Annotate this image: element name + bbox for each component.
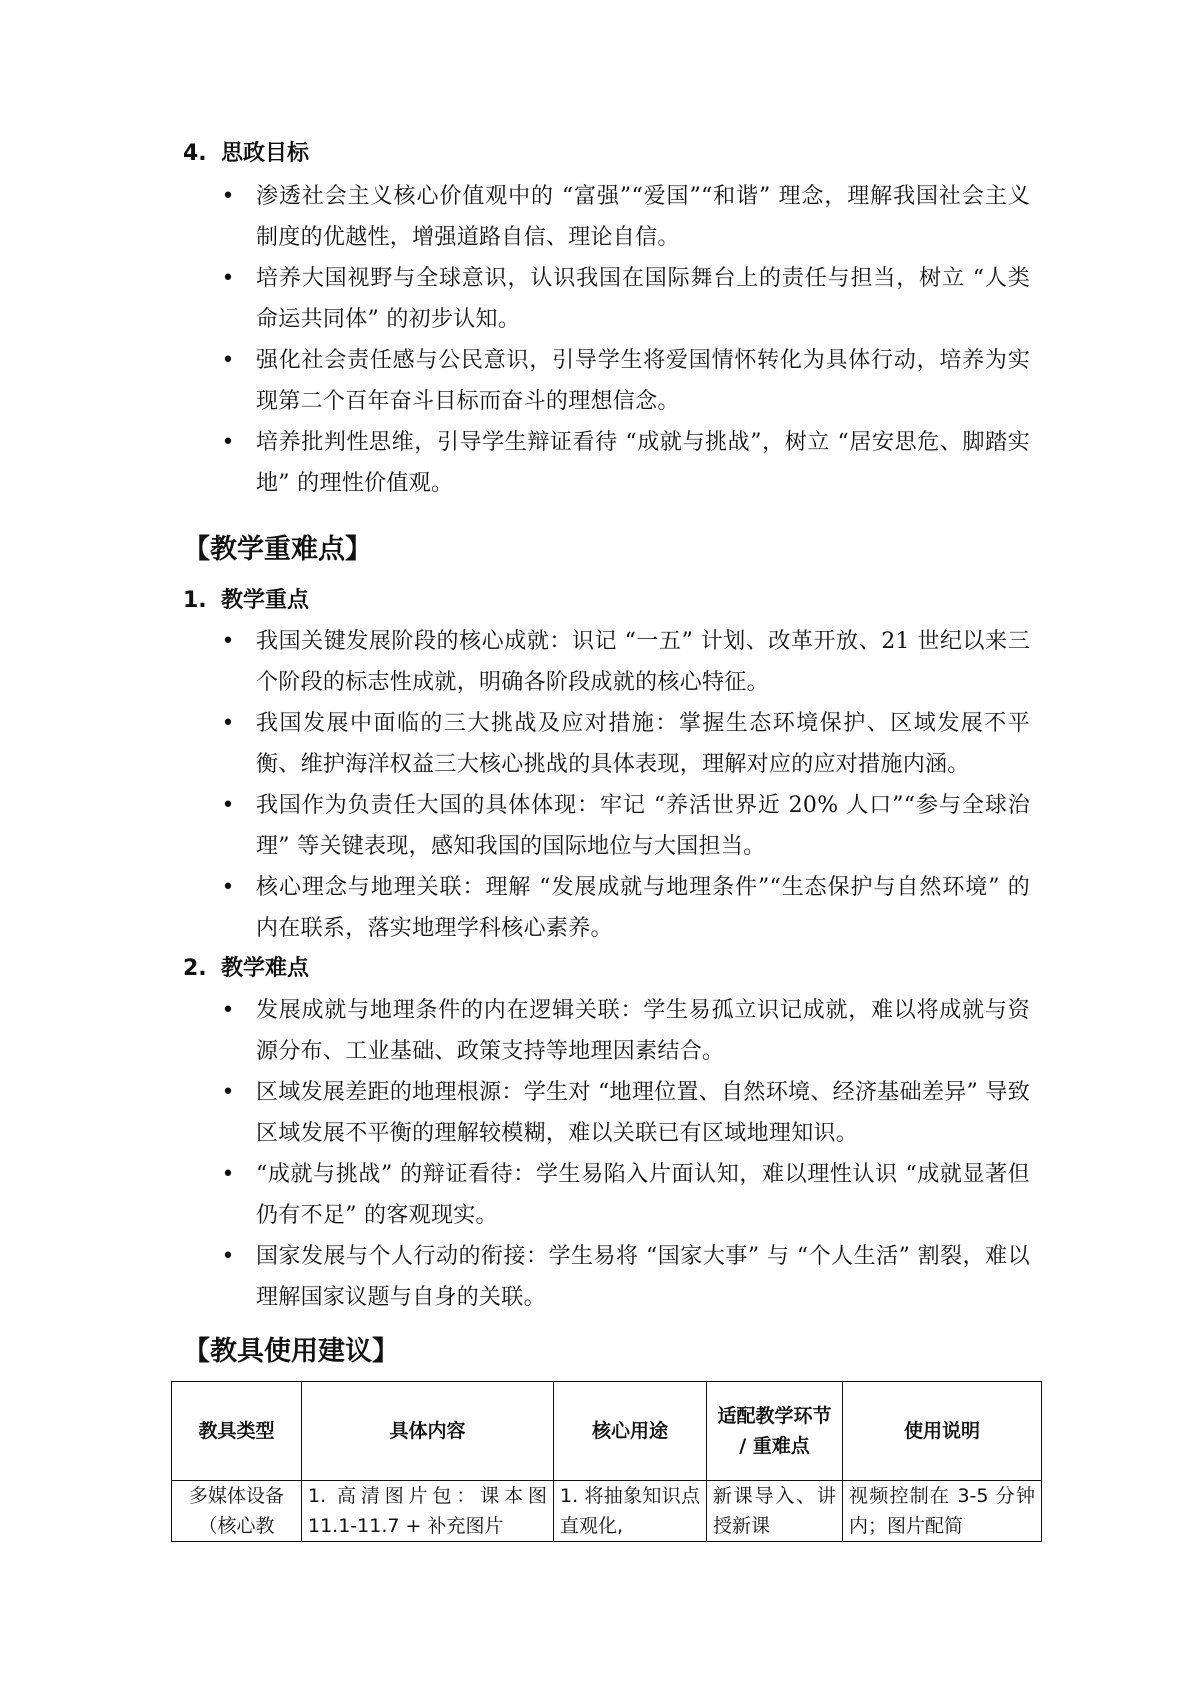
table-cell xyxy=(707,1481,843,1542)
difficult-point-text: 区域发展差距的地理根源：学生对 “地理位置、自然环境、经济基础差异” 导致区域发展不平衡的理解较模糊，难以关联已有区域地理知识。 xyxy=(256,1080,1030,1146)
cell-text: 多媒体设备（核心教 xyxy=(188,1485,284,1537)
ideology-title: 思政目标 xyxy=(221,141,310,166)
bullet-icon: • xyxy=(221,266,235,291)
key-points-title: 教学重点 xyxy=(221,588,310,613)
key-points-heading xyxy=(183,585,309,617)
bullet-icon: • xyxy=(221,711,235,736)
key-points-number: 1. xyxy=(183,588,207,613)
key-point-text: 我国发展中面临的三大挑战及应对措施：掌握生态环境保护、区域发展不平衡、维护海洋权益三大核心挑战的具体表现，理解对应的应对措施内涵。 xyxy=(256,711,1030,777)
bullet-icon: • xyxy=(221,348,235,373)
cell-text: 1. 将抽象知识点直观化, xyxy=(560,1485,700,1537)
bullet-icon: • xyxy=(221,1244,235,1269)
key-point-text: 我国作为负责任大国的具体体现：牢记 “养活世界近 20% 人口”“参与全球治理” 等关键表现，感知我国的国际地位与大国担当。 xyxy=(256,793,1030,859)
key-difficult-heading: 【教学重难点】 xyxy=(183,534,372,565)
bullet-icon: • xyxy=(221,629,235,654)
bullet-icon: • xyxy=(221,793,235,818)
bullet-icon: • xyxy=(221,875,235,900)
ideology-number: 4. xyxy=(183,141,207,166)
header-content: 具体内容 xyxy=(302,1382,554,1481)
bullet-icon: • xyxy=(221,430,235,455)
ideology-item-text: 渗透社会主义核心价值观中的 “富强”“爱国”“和谐” 理念，理解我国社会主义制度的优越性，增强道路自信、理论自信。 xyxy=(256,184,1030,250)
table-header-row xyxy=(172,1382,1042,1481)
ideology-item-text: 强化社会责任感与公民意识，引导学生将爱国情怀转化为具体行动，培养为实现第二个百年奋斗目标而奋斗的理想信念。 xyxy=(256,348,1030,414)
ideology-heading xyxy=(183,138,309,170)
difficult-points-heading xyxy=(183,953,309,985)
key-point-text: 核心理念与地理关联：理解 “发展成就与地理条件”“生态保护与自然环境” 的内在联系，落实地理学科核心素养。 xyxy=(256,875,1030,941)
difficult-point-text: 发展成就与地理条件的内在逻辑关联：学生易孤立识记成就，难以将成就与资源分布、工业基础、政策支持等地理因素结合。 xyxy=(256,998,1030,1064)
bullet-icon: • xyxy=(221,1162,235,1187)
header-teaching-stage: 适配教学环节 / 重难点 xyxy=(707,1382,843,1481)
cell-text: 1. 高清图片包：课本图 11.1-11.7 + 补充图片 xyxy=(308,1485,547,1537)
ideology-item-text: 培养批判性思维，引导学生辩证看待 “成就与挑战”，树立 “居安思危、脚踏实地” 的理性价值观。 xyxy=(256,430,1030,496)
header-usage-notes: 使用说明 xyxy=(843,1382,1042,1481)
difficult-points-number: 2. xyxy=(183,956,207,981)
cell-text: 新课导入、讲授新课 xyxy=(713,1485,836,1537)
tools-heading: 【教具使用建议】 xyxy=(183,1336,399,1367)
difficult-points-title: 教学难点 xyxy=(221,956,310,981)
table-cell xyxy=(172,1481,302,1542)
bullet-icon: • xyxy=(221,184,235,209)
difficult-point-text: “成就与挑战” 的辩证看待：学生易陷入片面认知，难以理性认识 “成就显著但仍有不足” 的客观现实。 xyxy=(256,1162,1030,1228)
tools-table xyxy=(171,1381,1042,1542)
table-row xyxy=(172,1481,1042,1542)
table-cell xyxy=(554,1481,707,1542)
difficult-point-text: 国家发展与个人行动的衔接：学生易将 “国家大事” 与 “个人生活” 割裂，难以理解国家议题与自身的关联。 xyxy=(256,1244,1030,1310)
header-purpose: 核心用途 xyxy=(554,1382,707,1481)
bullet-icon: • xyxy=(221,1080,235,1105)
cell-text: 视频控制在 3-5 分钟内；图片配简 xyxy=(849,1485,1035,1537)
ideology-item-text: 培养大国视野与全球意识，认识我国在国际舞台上的责任与担当，树立 “人类命运共同体” 的初步认知。 xyxy=(256,266,1030,332)
bullet-icon: • xyxy=(221,998,235,1023)
header-tool-type: 教具类型 xyxy=(172,1382,302,1481)
table-cell xyxy=(843,1481,1042,1542)
table-cell xyxy=(302,1481,554,1542)
key-point-text: 我国关键发展阶段的核心成就：识记 “一五” 计划、改革开放、21 世纪以来三个阶段的标志性成就，明确各阶段成就的核心特征。 xyxy=(256,629,1030,695)
